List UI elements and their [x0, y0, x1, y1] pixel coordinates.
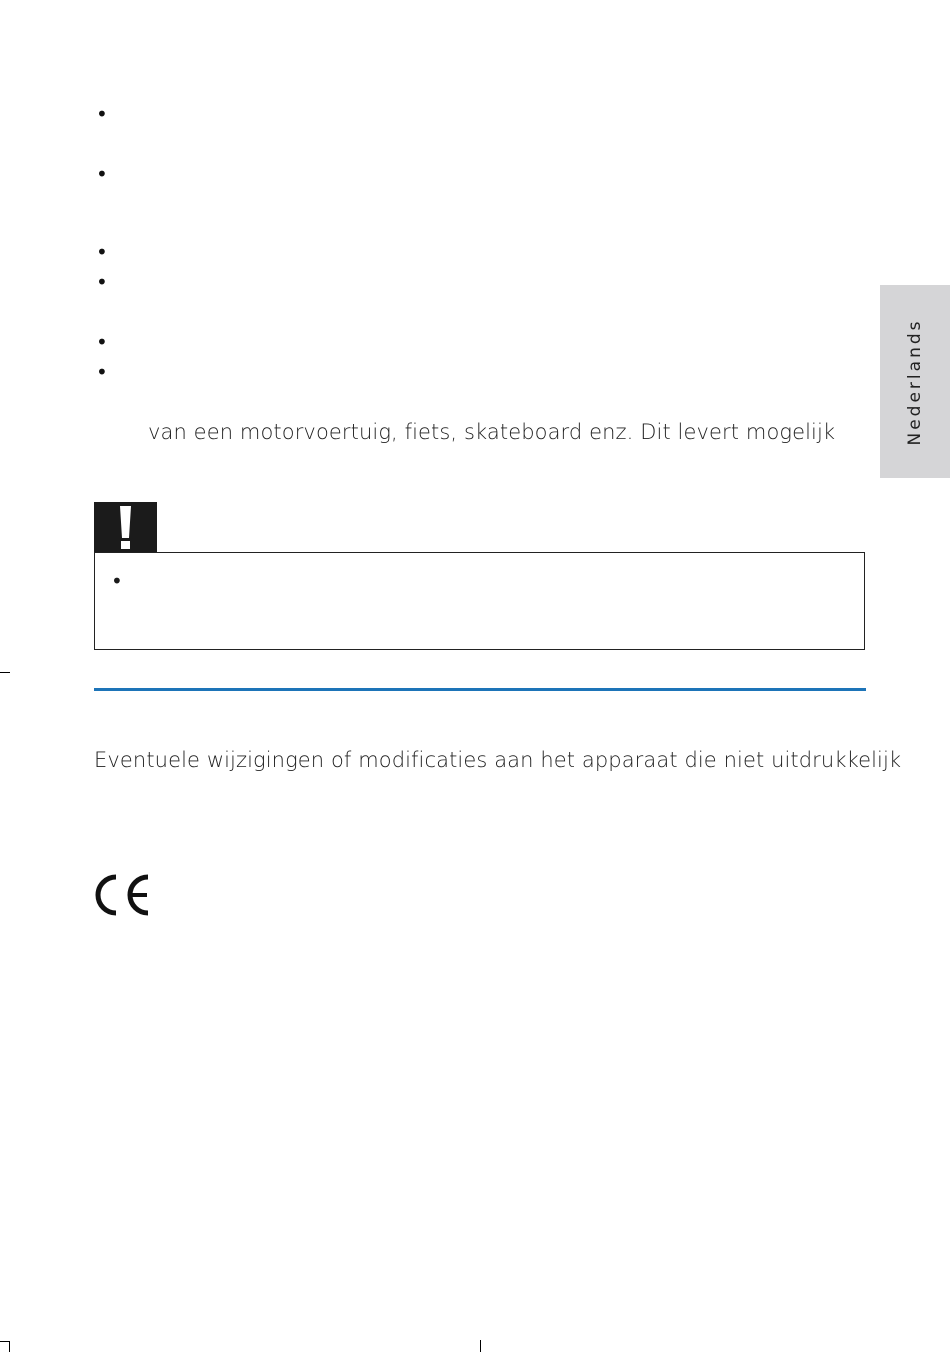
- crop-mark-bottom-center: [480, 1340, 481, 1352]
- list-bullet-4: [96, 278, 104, 286]
- list-bullet-6: [96, 368, 104, 376]
- list-bullet-3: [96, 248, 104, 256]
- exclamation-icon: [94, 502, 157, 553]
- list-item-continuation-text: van een motorvoertuig, fiets, skateboard enz. Dit levert mogelijk: [148, 420, 836, 444]
- warning-box: [94, 552, 865, 650]
- section-divider: [94, 688, 866, 691]
- crop-mark-left: [0, 672, 10, 673]
- list-bullet-5: [96, 338, 104, 346]
- list-bullet-2: [96, 170, 104, 178]
- language-tab-label: Nederlands: [905, 318, 925, 445]
- compliance-paragraph: Eventuele wijzigingen of modificaties aan het apparaat die niet uitdrukkelijk: [94, 748, 902, 772]
- list-bullet-1: [96, 110, 104, 118]
- crop-mark-bottom-left-v: [9, 1341, 10, 1352]
- language-side-tab: [880, 285, 950, 478]
- warning-bullet: [111, 577, 119, 585]
- ce-mark-icon: [94, 872, 152, 918]
